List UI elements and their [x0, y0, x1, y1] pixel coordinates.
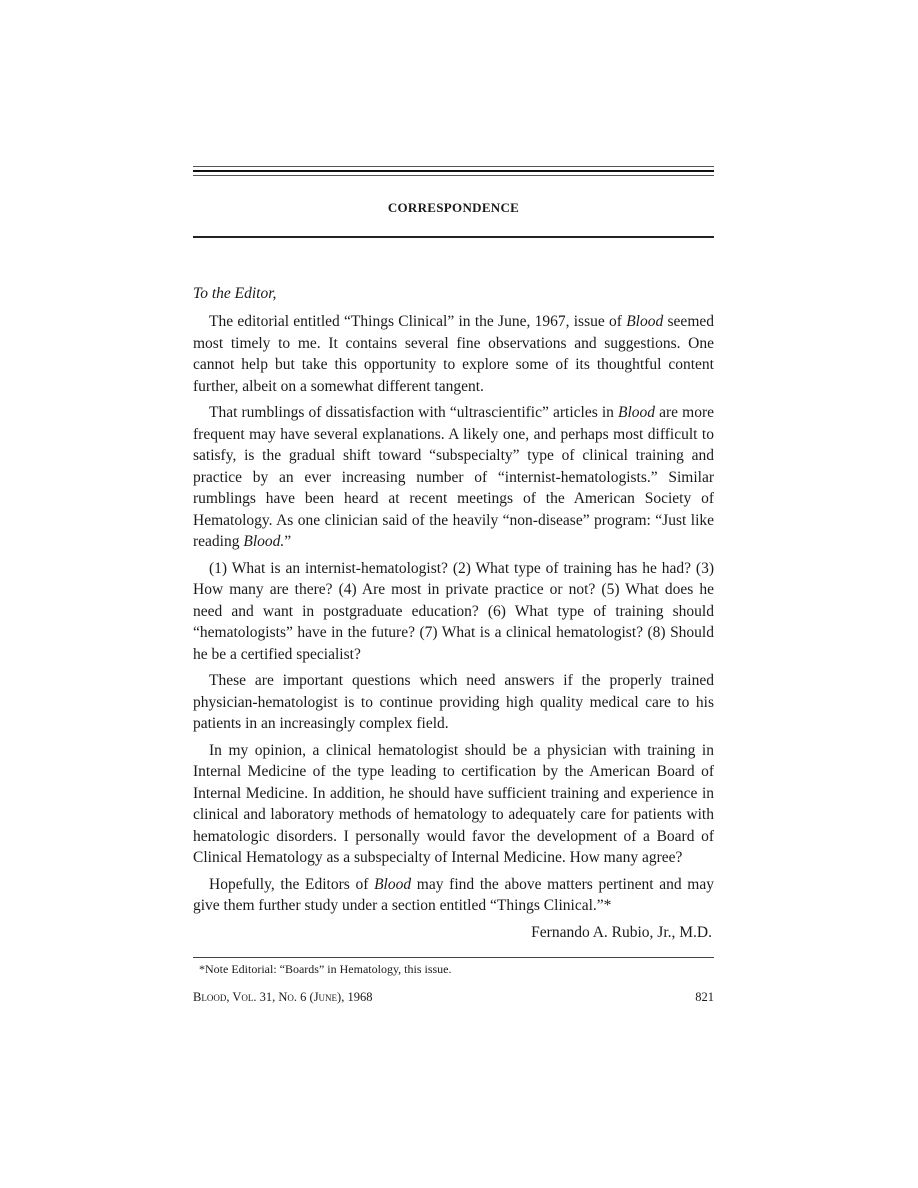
- footnote: *Note Editorial: “Boards” in Hematology, this issue.: [199, 962, 452, 976]
- text: seemed most timely to me. It contains several fine observations and suggestions. One cannot help but take this opportunity to explore some of its thoughtful content further, albeit on a somewhat different tangent.: [193, 313, 715, 395]
- text: Hopefully, the Editors of: [209, 875, 375, 893]
- letter-body: [193, 311, 714, 943]
- page-footer: [193, 990, 714, 1005]
- paragraph-6: [193, 874, 714, 917]
- journal-name: Blood: [626, 313, 664, 330]
- journal-citation: Blood, Vol. 31, No. 6 (June), 1968: [193, 990, 373, 1004]
- text: ”: [284, 533, 292, 550]
- journal-name: Blood: [374, 875, 412, 893]
- paragraph-3: (1) What is an internist-hematologist? (2) What type of training has he had? (3) How many are there? (4) Are most in private practice or not? (5) What does he need and want in postgraduate education? (6) What type of training should “hematologists” have in the future? (7) What is a clinical hematologist? (8) Should he be a certified specialist?: [193, 559, 714, 663]
- header-rule-thin-top: [193, 166, 714, 167]
- signature: Fernando A. Rubio, Jr., M.D.: [531, 923, 712, 941]
- header-rules: [193, 166, 714, 176]
- text: The editorial entitled “Things Clinical” in the June, 1967, issue of: [209, 313, 627, 330]
- paragraph-1: [193, 311, 714, 397]
- paragraph-4: These are important questions which need answers if the properly trained physician-hematologist is to continue providing high quality medical care to his patients in an increasingly complex field.: [193, 672, 714, 732]
- text: may find the above matters pertinent and may give them further study under a section entitled “Things Clinical.”*: [193, 875, 714, 914]
- paragraph-2: [193, 402, 714, 553]
- text: That rumblings of dissatisfaction with “ultrascientific” articles in: [209, 404, 618, 421]
- text: are more frequent may have several explanations. A likely one, and perhaps most difficult to satisfy, is the gradual shift toward “subspecialty” type of clinical training and practice by an ever increasing number of “internist-hematologists.” Similar rumblings have been heard at recent meetings of the American Society of Hematology. As one clinician said of the heavily “non-disease” program: “Just like reading: [193, 404, 714, 550]
- section-title-rule: [193, 236, 714, 238]
- section-title: CORRESPONDENCE: [387, 200, 520, 215]
- page-number: 821: [695, 990, 714, 1004]
- journal-name: Blood.: [243, 533, 285, 550]
- journal-name: Blood: [617, 404, 656, 421]
- footnote-rule: [193, 957, 714, 958]
- header-rule-thin-bottom: [193, 175, 714, 176]
- header-rule-thick: [193, 170, 714, 172]
- salutation: To the Editor,: [193, 285, 277, 302]
- paragraph-5: In my opinion, a clinical hematologist should be a physician with training in Internal Medicine of the type leading to certification by the American Board of Internal Medicine. In addition, he should have sufficient training and experience in clinical and laboratory methods of hematology to adequately care for patients with hematologic disorders. I personally would favor the development of a Board of Clinical Hematology as a subspecialty of Internal Medicine. How many agree?: [193, 741, 714, 866]
